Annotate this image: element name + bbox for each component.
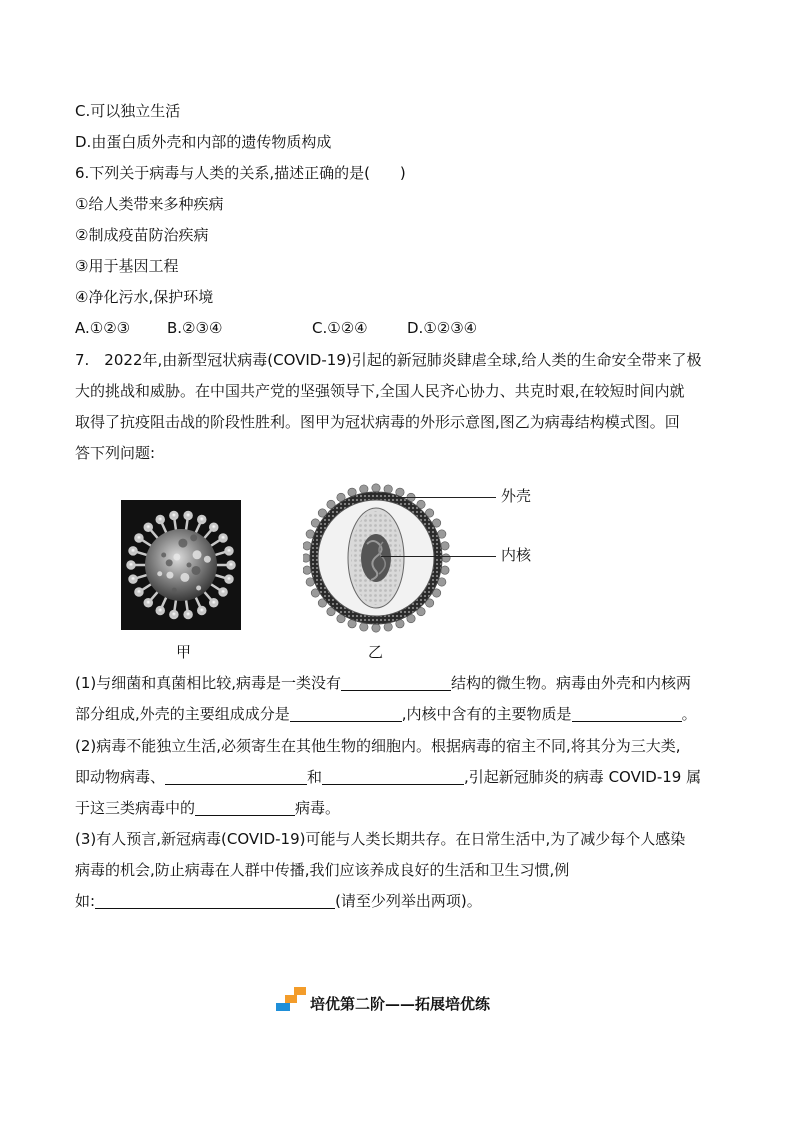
q6-choice-c: C.①②④ xyxy=(312,319,368,337)
q7-part3-line1: (3)有人预言,新冠病毒(COVID-19)可能与人类长期共存。在日常生活中,为了减少每个人感染 xyxy=(75,830,686,848)
figure-caption-yi: 乙 xyxy=(368,643,384,661)
q7-part2-line1: (2)病毒不能独立生活,必须寄生在其他生物的细胞内。根据病毒的宿主不同,将其分为三大类, xyxy=(75,737,681,755)
q7-part3-text-a: 如: xyxy=(75,892,96,910)
blank-virus-type-1[interactable] xyxy=(165,768,307,785)
q7-stem-line-4: 答下列问题: xyxy=(75,444,156,462)
q7-part2-text-c: ,引起新冠肺炎的病毒 COVID-19 属 xyxy=(464,768,702,786)
q7-part1-text-c: 部分组成,外壳的主要组成成分是 xyxy=(75,705,290,723)
q6-item-1: ①给人类带来多种疾病 xyxy=(75,195,224,213)
label-shell: 外壳 xyxy=(501,487,532,505)
q6-item-2: ②制成疫苗防治疾病 xyxy=(75,226,209,244)
q6-choice-d: D.①②③④ xyxy=(407,319,478,337)
q7-part2-text-b: 和 xyxy=(307,768,323,786)
blank-hygiene-habits[interactable] xyxy=(95,892,335,909)
q7-part1-text-d: ,内核中含有的主要物质是 xyxy=(401,705,572,723)
blank-core-substance[interactable] xyxy=(572,705,682,722)
core-leader-line xyxy=(381,556,496,557)
option-d: D.由蛋白质外壳和内部的遗传物质构成 xyxy=(75,133,332,151)
q7-part2-text-d: 于这三类病毒中的 xyxy=(75,799,196,817)
q7-part1-line1 xyxy=(75,673,691,693)
label-core: 内核 xyxy=(501,546,532,564)
q7-part2-text-e: 病毒。 xyxy=(295,799,341,817)
q7-part3-line3 xyxy=(75,891,482,911)
q6-choices xyxy=(75,318,477,338)
shell-leader-line xyxy=(388,497,496,498)
q7-part3-text-b: (请至少列举出两项)。 xyxy=(335,892,482,910)
section-stairs-icon xyxy=(276,987,310,1011)
q7-stem-line-1: 7. 2022年,由新型冠状病毒(COVID-19)引起的新冠肺炎肆虐全球,给人类的生命安全带来了极 xyxy=(75,351,702,369)
virus-structure-diagram xyxy=(303,478,503,638)
q7-part3-line2: 病毒的机会,防止病毒在人群中传播,我们应该养成良好的生活和卫生习惯,例 xyxy=(75,861,570,879)
blank-virus-type-2[interactable] xyxy=(322,768,464,785)
q6-stem: 6.下列关于病毒与人类的关系,描述正确的是( ) xyxy=(75,164,406,182)
q6-item-3: ③用于基因工程 xyxy=(75,257,179,275)
q6-choice-b: B.②③④ xyxy=(167,319,223,337)
q7-part2-line2 xyxy=(75,767,701,787)
q6-choice-a: A.①②③ xyxy=(75,319,131,337)
q7-part1-line2 xyxy=(75,704,697,724)
q7-part2-text-a: 即动物病毒、 xyxy=(75,768,166,786)
blank-shell-component[interactable] xyxy=(290,705,402,722)
q7-part1-text-e: 。 xyxy=(681,705,697,723)
q7-part2-line3 xyxy=(75,798,340,818)
option-c: C.可以独立生活 xyxy=(75,102,181,120)
q7-stem-line-2: 大的挑战和威胁。在中国共产党的坚强领导下,全国人民齐心协力、共克时艰,在较短时间内就 xyxy=(75,382,685,400)
section-title: 培优第二阶——拓展培优练 xyxy=(310,995,491,1013)
figure-caption-jia: 甲 xyxy=(176,643,192,661)
q6-item-4: ④净化污水,保护环境 xyxy=(75,288,214,306)
blank-covid-virus-type[interactable] xyxy=(195,799,295,816)
q7-stem-line-3: 取得了抗疫阻击战的阶段性胜利。图甲为冠状病毒的外形示意图,图乙为病毒结构模式图。回 xyxy=(75,413,680,431)
q7-part1-text-a: (1)与细菌和真菌相比较,病毒是一类没有 xyxy=(75,674,342,692)
q7-part1-text-b: 结构的微生物。病毒由外壳和内核两 xyxy=(451,674,692,692)
coronavirus-photo xyxy=(121,500,241,630)
blank-structure[interactable] xyxy=(341,674,451,691)
